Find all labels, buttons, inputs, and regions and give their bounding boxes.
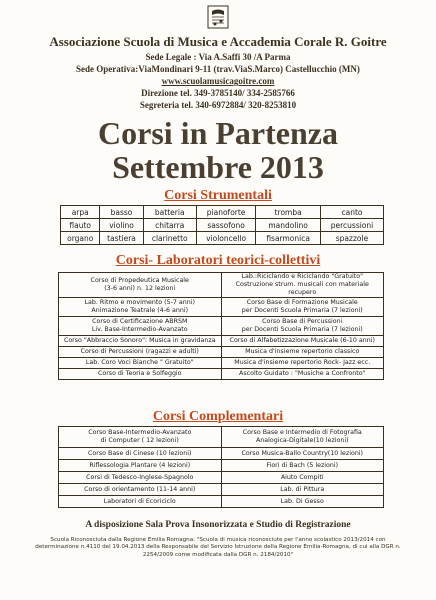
laboratori-row: [59, 347, 384, 358]
course-cell: Corso Base-Intermedio-Avanzato di Computer ( 12 lezioni): [59, 427, 222, 448]
course-cell: Corso di Certificazione ABRSM Liv. Base-Intermedio-Avanzato: [59, 317, 222, 336]
course-cell: Musica d'insieme repertorio Rock- Jazz ecc.: [221, 358, 384, 369]
complementari-row: [59, 448, 384, 460]
course-cell: Corso Base di Formazione Musicale per Docenti Scuola Primaria (7 lezioni): [221, 298, 384, 317]
instrument-cell: sassofono: [196, 219, 255, 232]
complementari-row: [59, 496, 384, 508]
section-complementari-heading: Corsi Complementari: [152, 409, 284, 424]
main-title-line2: Settembre 2013: [112, 149, 324, 185]
strumentali-row: [61, 219, 384, 232]
laboratori-row: [59, 369, 384, 380]
course-cell: Lab. Coro Voci Bianche " Gratuito": [59, 358, 222, 369]
laboratori-row: [59, 358, 384, 369]
complementari-row: [59, 460, 384, 472]
direzione-phone: Direzione tel. 349-3785140/ 334-2585766: [141, 88, 295, 98]
course-cell: Corso Base di Percussioni per Docenti Scuola Primaria (7 lezioni): [221, 317, 384, 336]
instrument-cell: arpa: [61, 206, 100, 219]
course-cell: Corso Base di Cinese (10 lezioni): [59, 448, 222, 460]
music-school-logo-icon: [207, 5, 229, 29]
strumentali-table: [60, 205, 384, 245]
strumentali-row: [61, 232, 384, 245]
laboratori-row: [59, 273, 384, 298]
course-cell: Lab. Ritmo e movimento (5-7 anni) Animazione Teatrale (4-6 anni): [59, 298, 222, 317]
instrument-cell: canto: [320, 206, 383, 219]
instrument-cell: tromba: [256, 206, 321, 219]
strumentali-row: [61, 206, 384, 219]
laboratori-row: [59, 336, 384, 347]
sede-legale: Sede Legale : Via A.Saffi 30 /A Parma: [145, 52, 291, 62]
course-cell: Corso di Percussioni (ragazzi e adulti): [59, 347, 222, 358]
course-cell: Corso di Propedeutica Musicale (3-6 anni) n. 12 lezioni: [59, 273, 222, 298]
instrument-cell: batteria: [143, 206, 196, 219]
instrument-cell: violoncello: [196, 232, 255, 245]
complementari-row: [59, 427, 384, 448]
instrument-cell: mandolino: [256, 219, 321, 232]
segreteria-phone: Segreteria tel. 340-6972884/ 320-8253810: [139, 100, 297, 110]
course-cell: Corso di orientamento (11-14 anni): [59, 484, 222, 496]
course-cell: Corso Base e Intermedio di Fotografia Analogica-Digitale(10 lezioni): [221, 427, 384, 448]
course-cell: Lab.:Riciclando e Riciclando "Gratuito" Costruzione strum. musicali con materiale recupero: [221, 273, 384, 298]
laboratori-table: [58, 272, 384, 380]
course-cell: Corsi di Tedesco-Inglese-Spagnolo: [59, 472, 222, 484]
instrument-cell: basso: [100, 206, 143, 219]
laboratori-row: [59, 298, 384, 317]
course-cell: Aiuto Compiti: [221, 472, 384, 484]
instrument-cell: clarinetto: [143, 232, 196, 245]
instrument-cell: flauto: [61, 219, 100, 232]
course-cell: Ascolto Guidato : "Musiche a Confronto": [221, 369, 384, 380]
instrument-cell: percussioni: [320, 219, 383, 232]
laboratori-row: [59, 317, 384, 336]
course-cell: Corso di Teoria e Solfeggio: [59, 369, 222, 380]
complementari-row: [59, 484, 384, 496]
instrument-cell: pianoforte: [196, 206, 255, 219]
course-cell: Corso Musica-Ballo Country(10 lezioni): [221, 448, 384, 460]
course-cell: Lab. Di Gesso: [221, 496, 384, 508]
complementari-row: [59, 472, 384, 484]
main-title-line1: Corsi in Partenza: [98, 115, 338, 151]
recognition-note: Scuola Riconosciuta dalla Regione Emilia Romagna: "Scuola di musica riconosciute per l'anno scolastico 2013/2014 con determinazione n.4110 del 19.04.2013 della Responsabile del Servizio Istruzione della Regione Emilia-Romagna, di cui alla DGR n. 2254/2009 come modificata dalla DGR n. 2184/2010": [35, 537, 401, 558]
instrument-cell: spazzole: [320, 232, 383, 245]
instrument-cell: tastiera: [100, 232, 143, 245]
course-cell: Laboratori di Ecoriciclo: [59, 496, 222, 508]
section-strumentali-heading: Corsi Strumentali: [164, 188, 272, 203]
sede-operativa: Sede Operativa:ViaMondinari 9-11 (trav.ViaS.Marco) Castellucchio (MN): [76, 64, 360, 74]
course-cell: Fiori di Bach (5 lezioni): [221, 460, 384, 472]
organization-name: Associazione Scuola di Musica e Accademia Corale R. Goitre: [49, 34, 387, 49]
course-cell: Corso "Abbraccio Sonoro": Musica in gravidanza: [59, 336, 222, 347]
instrument-cell: organo: [61, 232, 100, 245]
instrument-cell: violino: [100, 219, 143, 232]
instrument-cell: fisarmonica: [256, 232, 321, 245]
course-cell: Riflessologia Plantare (4 lezioni): [59, 460, 222, 472]
instrument-cell: chitarra: [143, 219, 196, 232]
sala-prova-note: A disposizione Sala Prova Insonorizzata e Studio di Registrazione: [85, 520, 351, 530]
course-cell: Corso di Alfabetizzazione Musicale (6-10 anni): [221, 336, 384, 347]
website-link[interactable]: www.scuolamusicagoitre.com: [161, 76, 275, 86]
course-cell: Lab. di Pittura: [221, 484, 384, 496]
complementari-table: [58, 426, 384, 508]
section-laboratori-heading: Corsi- Laboratori teorici-collettivi: [115, 253, 321, 268]
course-cell: Musica d'insieme repertorio classico: [221, 347, 384, 358]
